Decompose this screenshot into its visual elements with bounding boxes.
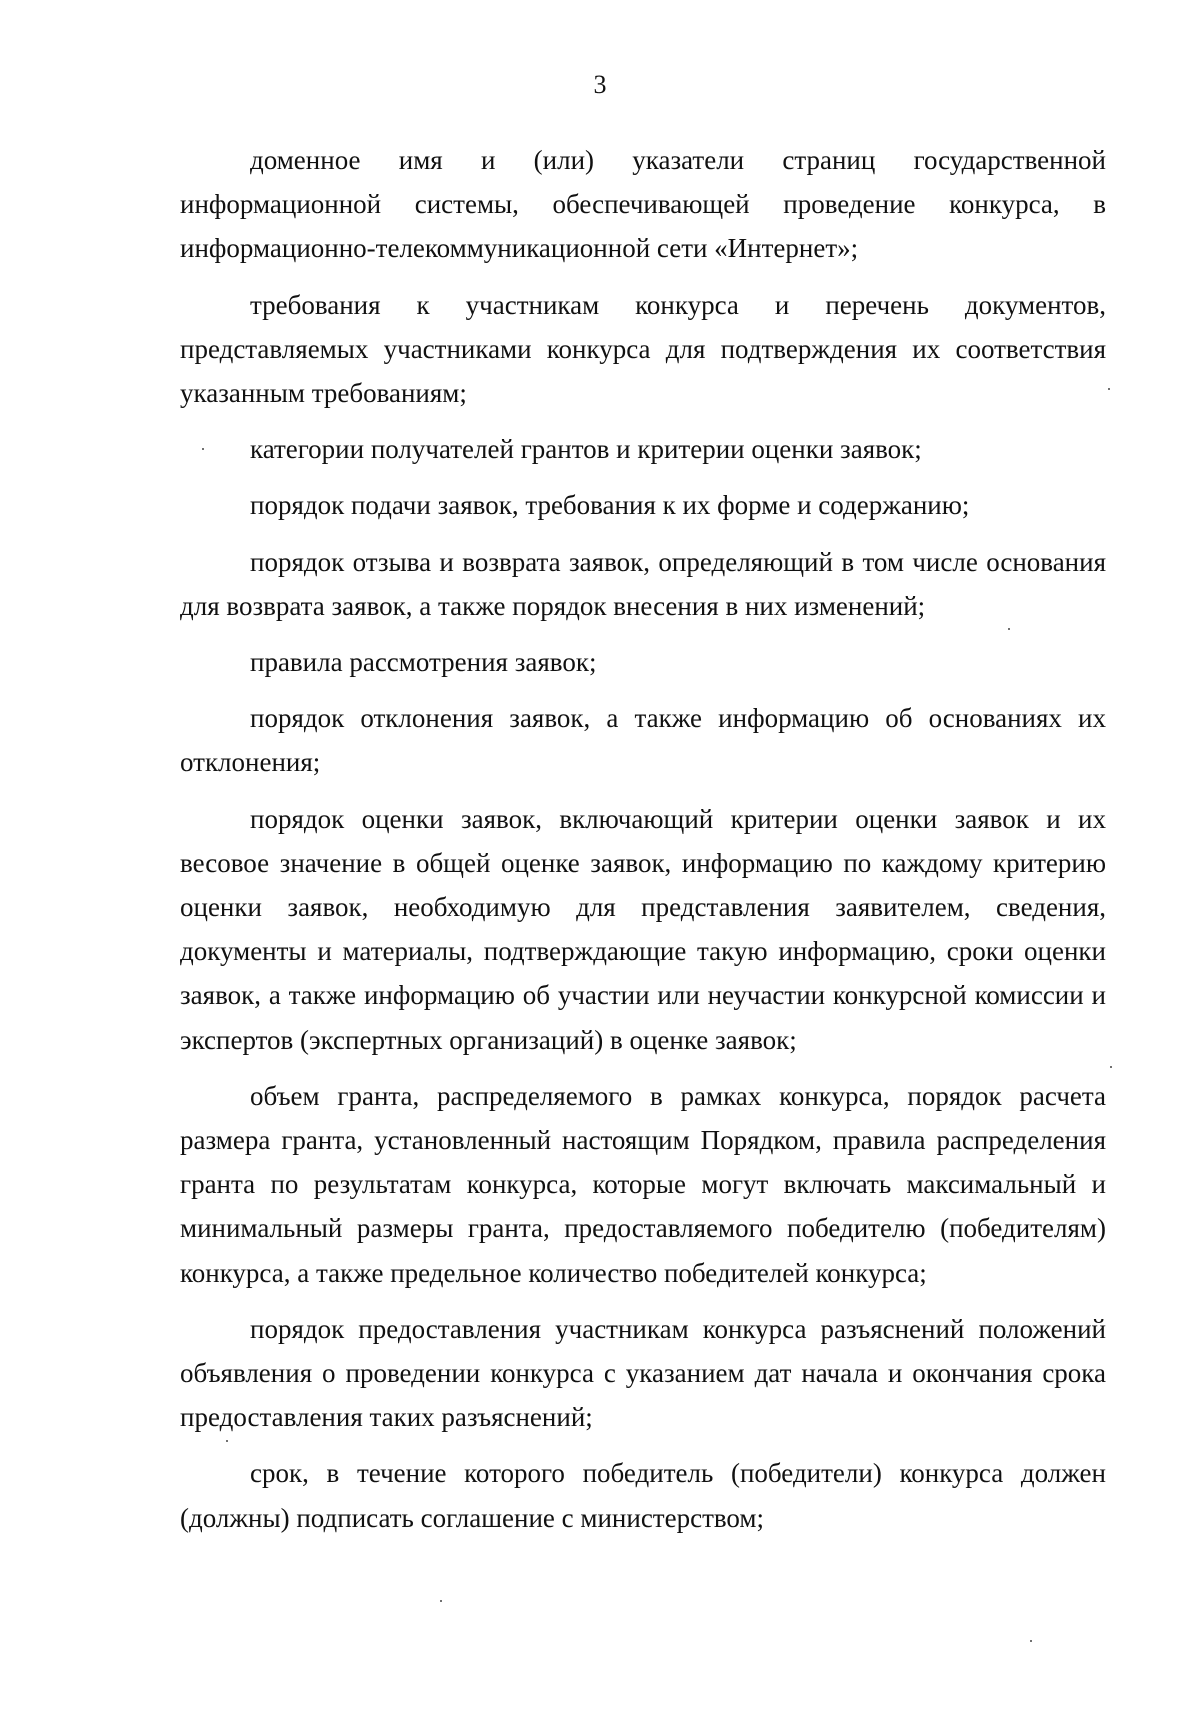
paragraph-grant-volume: объем гранта, распределяемого в рамках конкурса, порядок расчета размера гранта, установленный настоящим Порядком, правила распределения гранта по результатам конкурса, которые могут включать максимальный и минимальный размеры гранта, предоставляемого победителю (победителям) конкурса, а также предельное количество победителей конкурса; — [180, 1080, 1106, 1288]
paragraph-agreement-deadline: срок, в течение которого победитель (победители) конкурса должен (должны) подписать соглашение с министерством; — [180, 1458, 1106, 1533]
paragraph-clarifications: порядок предоставления участникам конкурса разъяснений положений объявления о проведении конкурса с указанием дат начала и окончания срока предоставления таких разъяснений; — [180, 1313, 1106, 1433]
page-number: 3 — [593, 70, 607, 99]
paragraph-domain-name: доменное имя и (или) указатели страниц государственной информационной системы, обеспечивающей проведение конкурса, в информационно-телекоммуникационной сети «Интернет»; — [180, 145, 1106, 264]
paragraph-rejection-order: порядок отклонения заявок, а также информацию об основаниях их отклонения; — [180, 703, 1106, 778]
paragraph-participant-requirements: требования к участникам конкурса и перечень документов, представляемых участниками конкурса для подтверждения их соответствия указанным требованиям; — [180, 289, 1106, 409]
paragraph-review-rules: правила рассмотрения заявок; — [250, 647, 597, 678]
scan-speck — [202, 448, 204, 450]
scan-speck — [440, 1600, 442, 1602]
paragraph-evaluation-order: порядок оценки заявок, включающий критерии оценки заявок и их весовое значение в общей оценке заявок, информацию по каждому критерию оценки заявок, необходимую для представления заявителем, сведения, документы и материалы, подтверждающие такую информацию, сроки оценки заявок, а также информацию об участии или неучастии конкурсной комиссии и экспертов (экспертных организаций) в оценке заявок; — [180, 803, 1106, 1055]
scan-speck — [226, 1440, 228, 1442]
document-body — [180, 138, 1106, 1552]
paragraph-withdrawal-order: порядок отзыва и возврата заявок, определяющий в том числе основания для возврата заявок, а также порядок внесения в них изменений; — [180, 546, 1106, 621]
scan-speck — [1108, 388, 1110, 390]
paragraph-submission-order: порядок подачи заявок, требования к их форме и содержанию; — [250, 490, 970, 521]
scan-speck — [1030, 1640, 1032, 1642]
paragraph-recipient-categories: категории получателей грантов и критерии оценки заявок; — [250, 434, 922, 465]
scan-speck — [1110, 1066, 1112, 1068]
scan-speck — [1008, 628, 1010, 630]
